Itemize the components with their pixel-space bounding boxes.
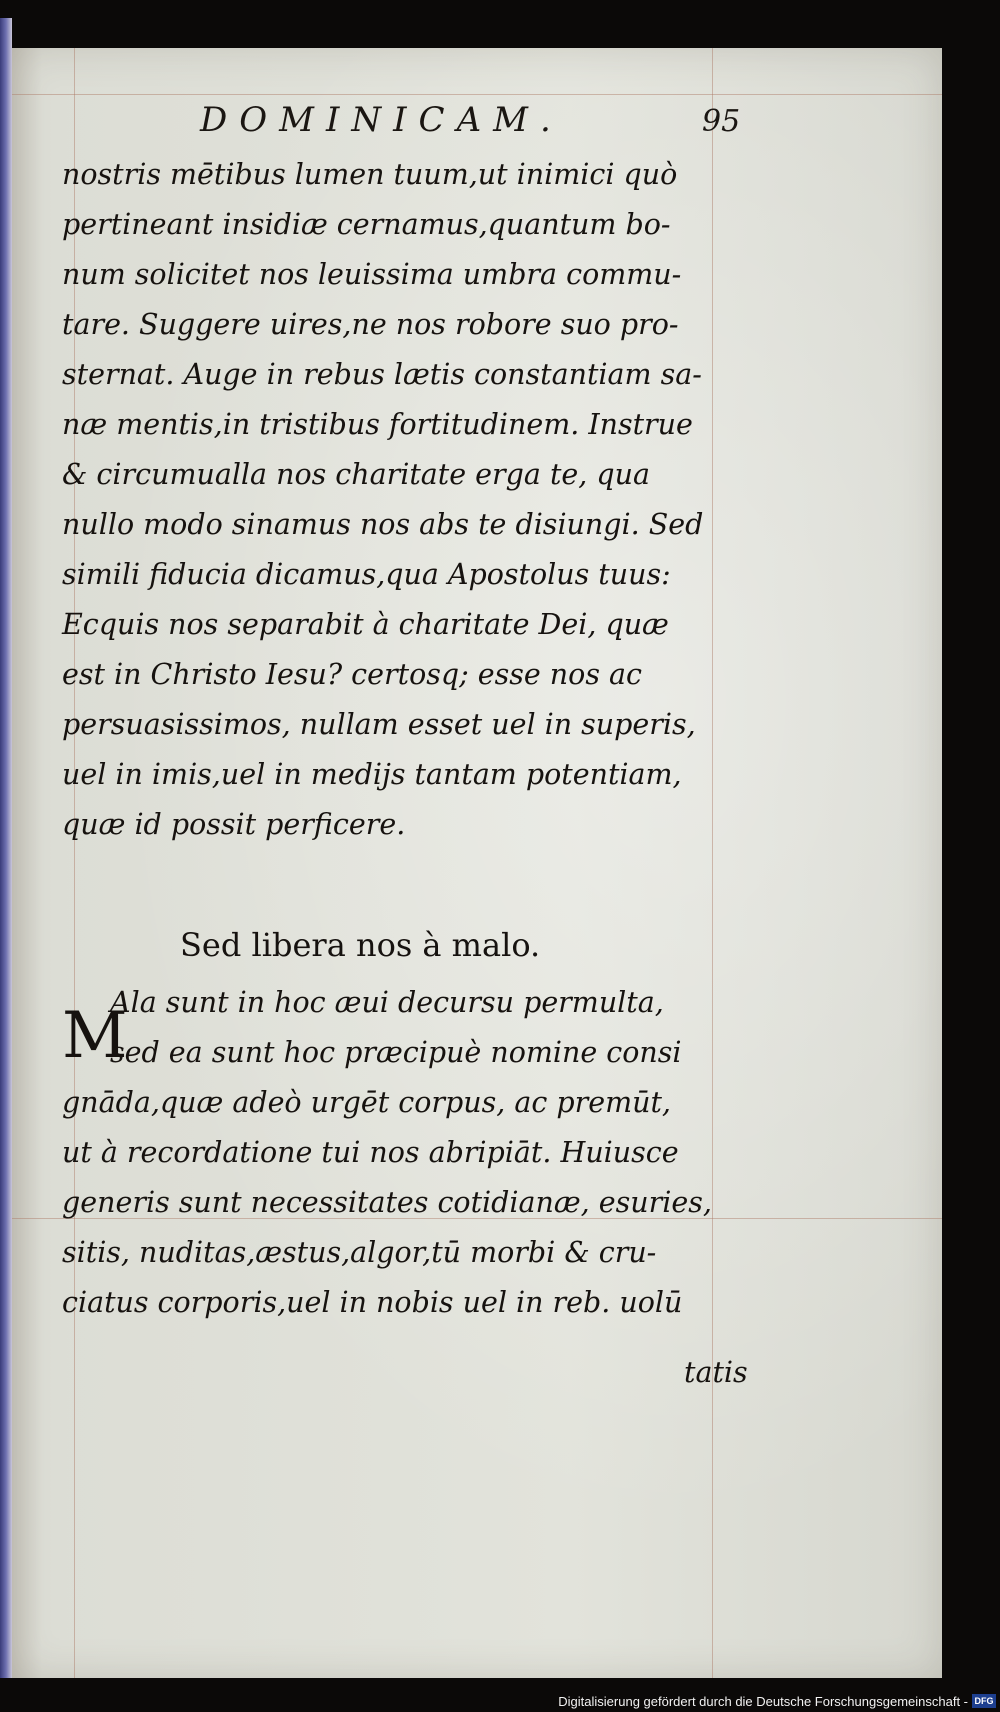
text-line: & circumualla nos charitate erga te, qua — [62, 458, 650, 491]
body-text-block-2 — [62, 978, 762, 1328]
catchword: tatis — [684, 1356, 748, 1389]
text-line: sitis, nuditas,æstus,algor,tū morbi & cru- — [62, 1236, 657, 1269]
body-text-block — [62, 150, 762, 850]
text-line: nullo modo sinamus nos abs te disiungi. Sed — [62, 508, 704, 541]
text-line: gnāda,quæ adeò urgēt corpus, ac premūt, — [62, 1086, 671, 1119]
text-line: generis sunt necessitates cotidianæ, esuries, — [62, 1186, 712, 1219]
margin-rule-top — [12, 94, 942, 95]
text-line: ciatus corporis,uel in nobis uel in reb. uolū — [62, 1286, 683, 1319]
footer-bar — [0, 1690, 1000, 1712]
text-line: sed ea sunt hoc præcipuè nomine consi — [110, 1036, 682, 1069]
text-line: ut à recordatione tui nos abripiāt. Huiusce — [62, 1136, 679, 1169]
text-line: sternat. Auge in rebus lætis constantiam sa- — [62, 358, 702, 391]
text-line: simili fiducia dicamus,qua Apostolus tuus: — [62, 558, 671, 591]
text-line: quæ id possit perficere. — [62, 808, 406, 841]
running-head: DOMINICAM. — [200, 100, 563, 140]
text-line: næ mentis,in tristibus fortitudinem. Instrue — [62, 408, 693, 441]
drop-cap: M — [62, 999, 128, 1073]
funding-credit: Digitalisierung gefördert durch die Deutsche Forschungsgemeinschaft - — [558, 1694, 968, 1709]
book-binding-edge — [0, 18, 12, 1678]
text-line: pertineant insidiæ cernamus,quantum bo- — [62, 208, 671, 241]
text-line: uel in imis,uel in medijs tantam potentiam, — [62, 758, 682, 791]
section-heading: Sed libera nos à malo. — [180, 926, 541, 964]
text-line: num solicitet nos leuissima umbra commu- — [62, 258, 682, 291]
text-line: est in Christo Iesu? certosq; esse nos ac — [62, 658, 642, 691]
text-line: tare. Suggere uires,ne nos robore suo pro- — [62, 308, 679, 341]
dfg-logo: DFG — [972, 1694, 996, 1708]
text-line: Ala sunt in hoc æui decursu permulta, — [110, 986, 664, 1019]
page-number: 95 — [702, 104, 741, 139]
book-page — [12, 48, 942, 1678]
text-line: persuasissimos, nullam esset uel in superis, — [62, 708, 696, 741]
text-line: Ecquis nos separabit à charitate Dei, quæ — [62, 608, 669, 641]
text-line: nostris mētibus lumen tuum,ut inimici quò — [62, 158, 678, 191]
